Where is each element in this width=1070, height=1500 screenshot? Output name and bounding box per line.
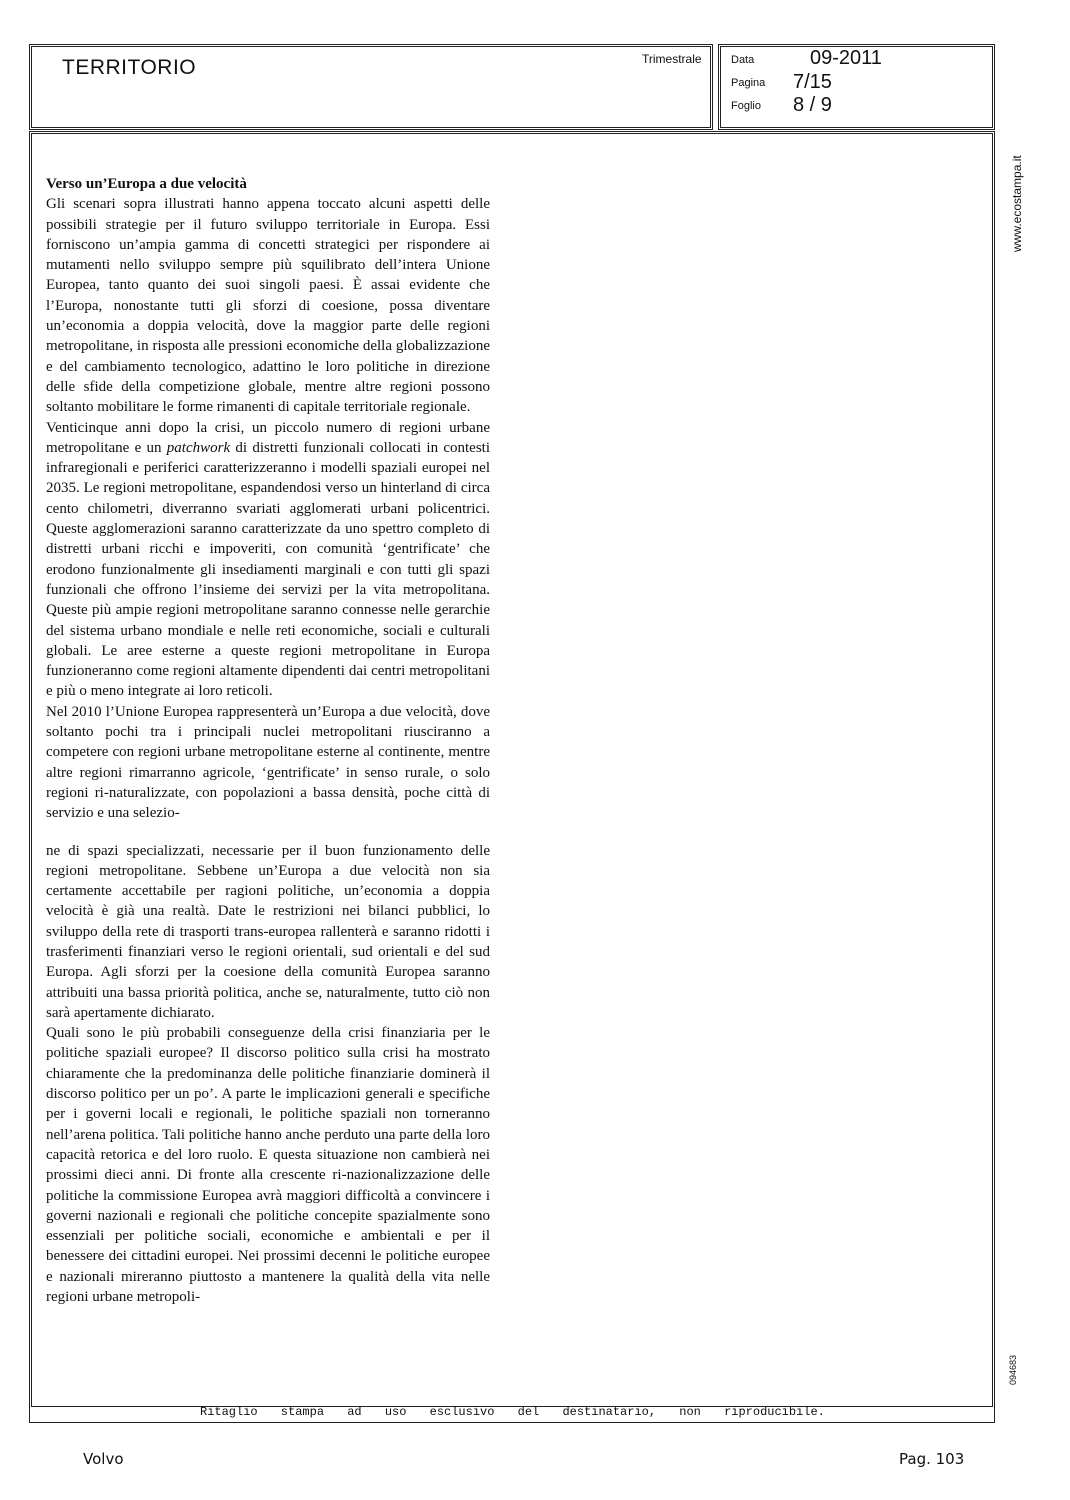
sheet-label: Foglio — [731, 100, 761, 112]
section-title: TERRITORIO — [62, 56, 197, 79]
clipping-code: 094683 — [1008, 1355, 1018, 1386]
article-paragraph-1: Gli scenari sopra illustrati hanno appena toccato alcuni aspetti delle possibili strategie per il futuro sviluppo territoriale in Europa. Essi forniscono un’ampia gamma di concetti strategici per rispondere ai mutamenti nello sviluppo sempre più squilibrato dell’intera Unione Europea, tanto quanto dei suoi singoli paesi. È assai evidente che l’Europa, nonostante tutti gli sforzi di coesione, possa diventare un’economia a doppia velocità, dove la maggior parte delle regioni metropolitane, in risposta alle pressioni economiche della globalizzazione e del cambiamento tecnologico, adattino le loro politiche in direzione delle sfide della competizione globale, mentre altre regioni possono soltanto mobilitare le forme rimanenti di capitale territoriale regionale. — [46, 196, 490, 416]
frequency-label: Trimestrale — [642, 52, 702, 66]
p2-text-b: di distretti funzionali collocati in contesti infraregionali e periferici caratterizzeranno i modelli spaziali europei nel 2035. Le regioni metropolitane, espandendosi verso un hinterland di circa cento chilometri, diverranno svariati agglomerati urbani policentrici. Queste agglomerazioni saranno caratterizzate da uno spettro completo di distretti urbani ricchi e impoveriti, con comunità ‘gentrificate’ che erodono funzionalmente gli insediamenti marginali e con tutti gli spazi funzionali che offrono l’insieme dei servizi per la vita metropolitana. Queste più ampie regioni metropolitane saranno connesse nelle gerarchie del sistema urbano mondiale e nelle reti economiche, sociali e culturali globali. Le aree esterne a queste regioni metropolitane in Europa funzioneranno come regioni altamente dipendenti dai centri metropolitani e più o meno integrate ai loro reticoli. — [46, 439, 490, 700]
clipping-disclaimer: Ritaglio stampa ad uso esclusivo del destinatario, non riproducibile. — [200, 1405, 825, 1419]
footer-page-number: Pag. 103 — [899, 1450, 965, 1468]
footer-source: Volvo — [83, 1450, 124, 1468]
article-column — [46, 174, 490, 1307]
date-label: Data — [731, 54, 755, 66]
website-side-label: www.ecostampa.it — [1010, 155, 1024, 252]
date-value: 09-2011 — [810, 47, 882, 69]
page-value: 7/15 — [793, 71, 832, 93]
p2-italic: patchwork — [166, 439, 231, 456]
article-paragraph-2 — [46, 418, 490, 702]
article-paragraph-4: ne di spazi specializzati, necessarie per il buon funzionamento delle regioni metropolitane. Sebbene un’Europa a due velocità non sia certamente accettabile per ragioni politiche, un’economia a doppia velocità è già una realtà. Date le restrizioni nei bilanci pubblici, lo sviluppo della rete di trasporti trans-europea rallenterà e saranno ridotti i trasferimenti finanziari verso le regioni orientali, sud orientali e del sud Europa. Agli sforzi per la coesione della comunità Europea saranno attribuiti una bassa priorità politica, anche se, naturalmente, tutto ciò non sarà apertamente dichiarato. — [46, 842, 490, 1021]
article-paragraph-3: Nel 2010 l’Unione Europea rappresenterà un’Europa a due velocità, dove soltanto pochi tra i principali nuclei metropolitani riusciranno a competere con regioni urbane metropolitane esterne al continente, mentre altre regioni rimarranno agricole, ‘gentrificate’ in senso rurale, o solo regioni ri-naturalizzate, con popolazioni a bassa densità, poche città di servizio e una selezio- — [46, 703, 490, 822]
article-paragraph-5: Quali sono le più probabili conseguenze della crisi finanziaria per le politiche spaziali europee? Il discorso politico sulla crisi ha mostrato chiaramente che la predominanza delle politiche finanziarie dominerà il discorso politico per un po’. A parte le implicazioni generali e specifiche per i governi locali e regionali, le politiche spaziali non torneranno nell’arena politica. Tali politiche hanno anche perduto una parte della loro capacità retorica e del loro ruolo. E questa situazione non cambierà nei prossimi dieci anni. Di fronte alla crescente ri-nazionalizzazione delle politiche la commissione Europea avrà maggiori difficoltà a convincere i governi nazionali e regionali che politiche concepite spazialmente sono essenziali per politiche sociali, economiche e ambientali e per il benessere dei cittadini europei. Nei prossimi decenni le politiche europee e nazionali mireranno piuttosto a mantenere la qualità della vita nelle regioni urbane metropoli- — [46, 1025, 490, 1306]
page-label: Pagina — [731, 77, 766, 89]
sheet-value: 8 / 9 — [793, 94, 832, 116]
p2-text-a: Venticinque anni dopo la crisi, un piccolo numero di regioni urbane metropolitane e un — [46, 419, 490, 456]
article-heading: Verso un’Europa a due velocità — [46, 176, 247, 192]
